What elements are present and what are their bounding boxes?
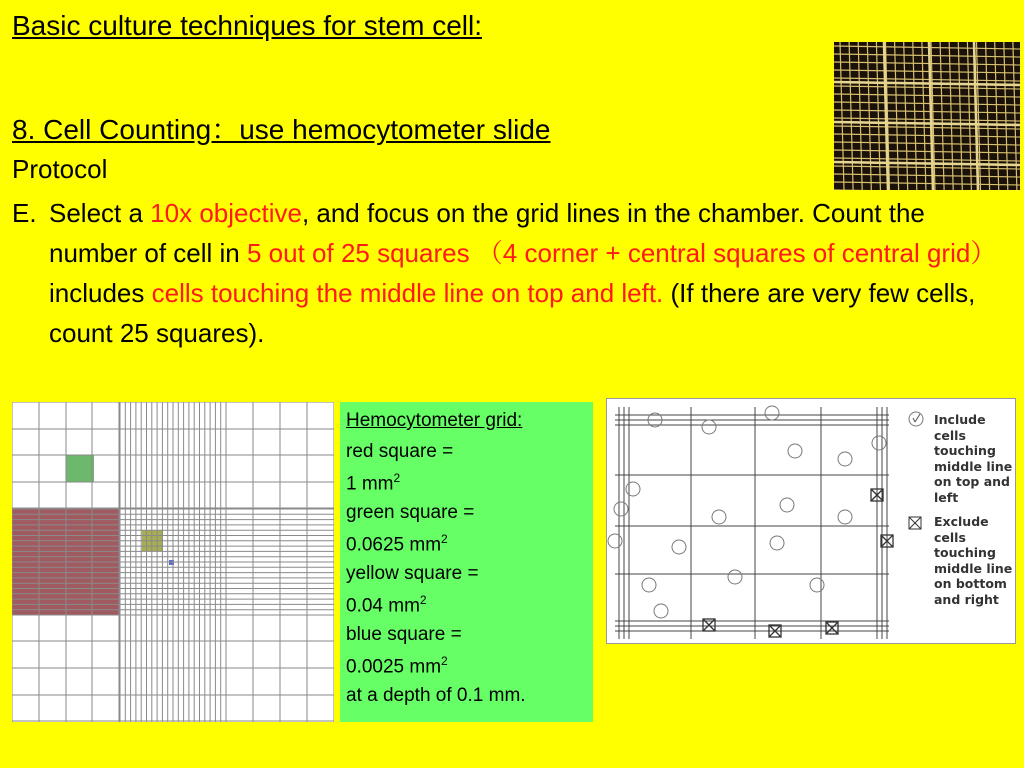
- step-text: (If there are very few cells, count 25 squares).: [49, 278, 976, 348]
- protocol-step: [12, 193, 1020, 353]
- green-square: [66, 455, 94, 482]
- legend-heading: Hemocytometer grid:: [346, 410, 523, 431]
- legend-blue-value: 0.0025 $mm^2$: [346, 654, 448, 678]
- step-letter: E.: [12, 198, 37, 228]
- hemocytometer-photo: [834, 42, 1020, 190]
- legend-green-value: 0.0625 $mm^2$: [346, 532, 448, 556]
- step-highlight: 5 out of 25 squares （4 corner + central squares of central grid）: [246, 238, 997, 268]
- legend-depth: at a depth of 0.1 mm.: [346, 685, 526, 706]
- hemocytometer-grid-diagram: [12, 402, 334, 722]
- step-highlight: 10x objective: [150, 198, 302, 228]
- include-rule-text: Include cells touching middle line on top and left: [934, 412, 1013, 505]
- slide-title: Basic culture techniques for stem cell:: [12, 10, 482, 41]
- grid-legend: [340, 402, 593, 722]
- legend-green-label: green square =: [346, 502, 475, 523]
- legend-red-value: 1 $mm^2$: [346, 471, 401, 495]
- exclude-rule-text: Exclude cells touching middle line on bottom and right: [934, 514, 1013, 607]
- step-body: [49, 193, 1020, 353]
- legend-yellow-value: 0.04 $mm^2$: [346, 593, 427, 617]
- section-label: Protocol: [12, 154, 108, 184]
- legend-yellow-label: yellow square =: [346, 563, 479, 584]
- include-symbol-icon: [909, 412, 923, 426]
- step-highlight: cells touching the middle line on top and left.: [151, 278, 664, 308]
- legend-blue-label: blue square =: [346, 624, 462, 645]
- step-text: Select a: [49, 198, 151, 228]
- counting-rules-diagram: [606, 398, 1016, 644]
- step-text: includes: [49, 278, 152, 308]
- legend-red-label: red square =: [346, 441, 454, 462]
- step-text: , and focus on the grid lines in the chamber. Count the number of cell in: [49, 198, 925, 268]
- slide-subtitle: 8. Cell Counting：use hemocytometer slide: [12, 114, 551, 145]
